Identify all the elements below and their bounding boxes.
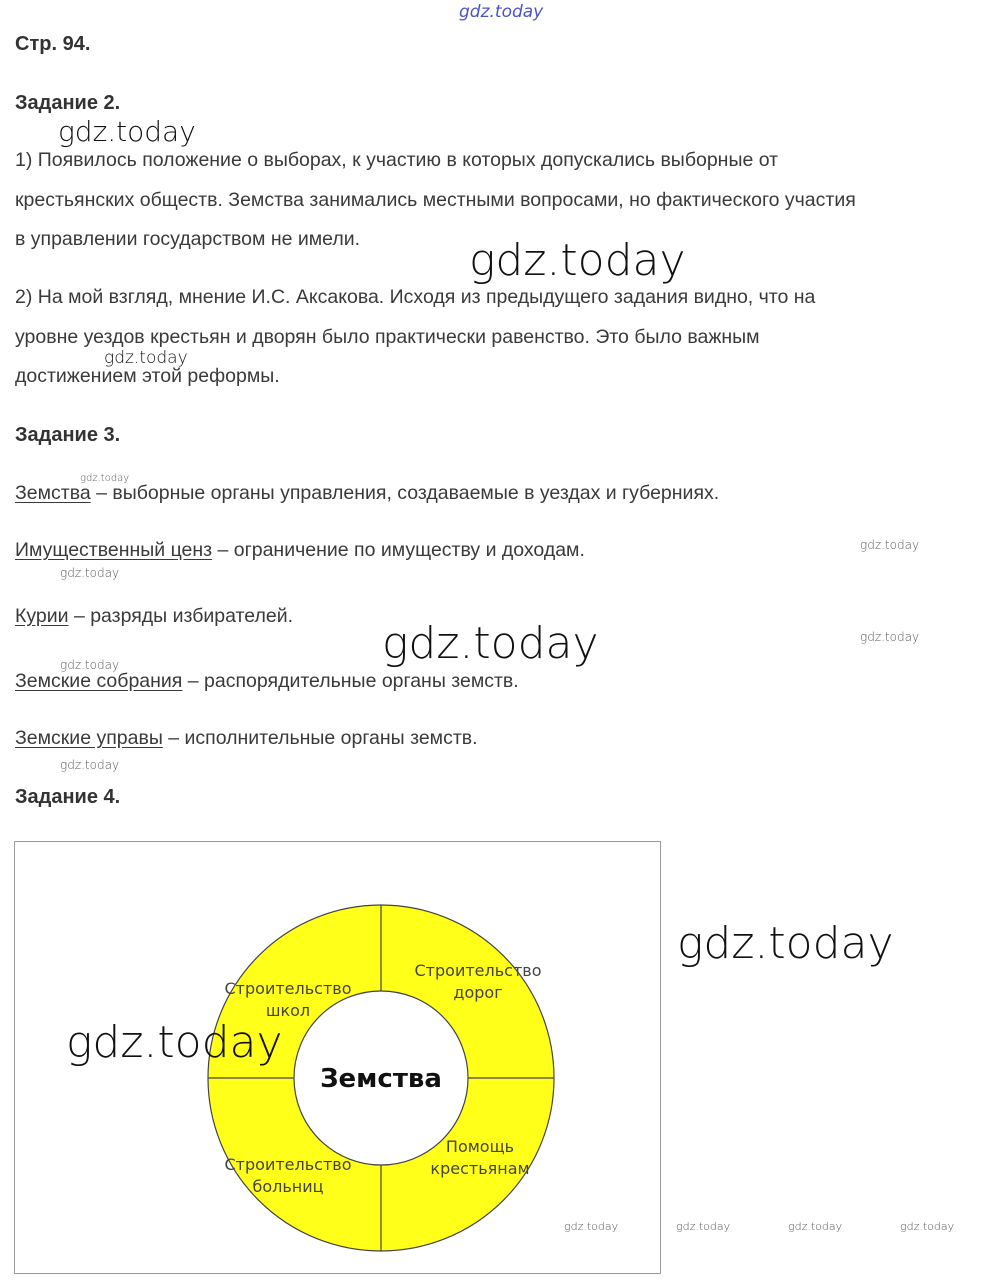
watermark: gdz.today [677,918,894,969]
text-line: в управлении государством не имели. [15,228,361,250]
text-line: 1) Появилось положение о выборах, к участию в которых допускались выборные от [15,149,779,171]
watermark: gdz.today [676,1220,731,1233]
text-line: 2) На мой взгляд, мнение И.С. Аксакова. Исходя из предыдущего задания видно, что на [15,286,816,308]
term-row [15,727,478,750]
term-definition: – распорядительные органы земств. [182,670,519,692]
segment-label: крестьянам [430,1159,530,1178]
segment-label: школ [265,1001,311,1020]
watermark: gdz.today [60,566,120,580]
watermark: gdz.today [564,1220,619,1233]
watermark: gdz.today [860,538,920,552]
watermark: gdz.today [469,235,686,286]
watermark: gdz.today [66,1017,283,1068]
watermark: gdz.today [382,618,599,669]
term: Имущественный ценз [15,539,213,561]
term-definition: – разряды избирателей. [68,605,294,627]
text-line: крестьянских обществ. Земства занимались местными вопросами, но фактического участия [15,188,856,211]
task4-title: Задание 4. [15,786,121,808]
watermark: gdz.today [58,115,196,148]
term-row [15,605,293,628]
watermark: gdz.today [104,348,188,368]
task2-paragraph-2 [15,278,815,397]
segment-label: Строительство [224,1155,352,1174]
text-line: достижением этой реформы. [15,365,280,387]
watermark: gdz.today [900,1220,955,1233]
term-row [15,539,585,562]
segment-label: дорог [453,983,503,1002]
page-heading: Стр. 94. [15,33,91,55]
segment-label: больниц [252,1177,324,1196]
segment-label: Помощь [445,1137,515,1156]
text-line: уровне уездов крестьян и дворян было практически равенство. Это было важным [15,325,760,348]
watermark: gdz.today [80,473,130,484]
watermark-top: gdz.today [459,2,544,22]
task3-title: Задание 3. [15,424,121,446]
watermark: gdz.today [860,630,920,644]
watermark: gdz.today [60,758,120,772]
watermark: gdz.today [788,1220,843,1233]
term: Земские собрания [15,670,183,692]
term-definition: – ограничение по имуществу и доходам. [212,539,585,561]
segment-label: Строительство [414,961,542,980]
watermark: gdz.today [60,658,120,672]
center-label: Земства [320,1064,442,1094]
term-definition: – выборные органы управления, создаваемые в уездах и губерниях. [90,482,720,504]
term-row [15,670,519,693]
term-definition: – исполнительные органы земств. [162,727,478,749]
segment-label: Строительство [224,979,352,998]
term: Земства [15,482,91,504]
term: Земские управы [15,727,163,749]
task2-title: Задание 2. [15,92,121,114]
term-row [15,482,719,505]
term: Курии [15,605,69,627]
task2-paragraph-1 [15,141,856,260]
